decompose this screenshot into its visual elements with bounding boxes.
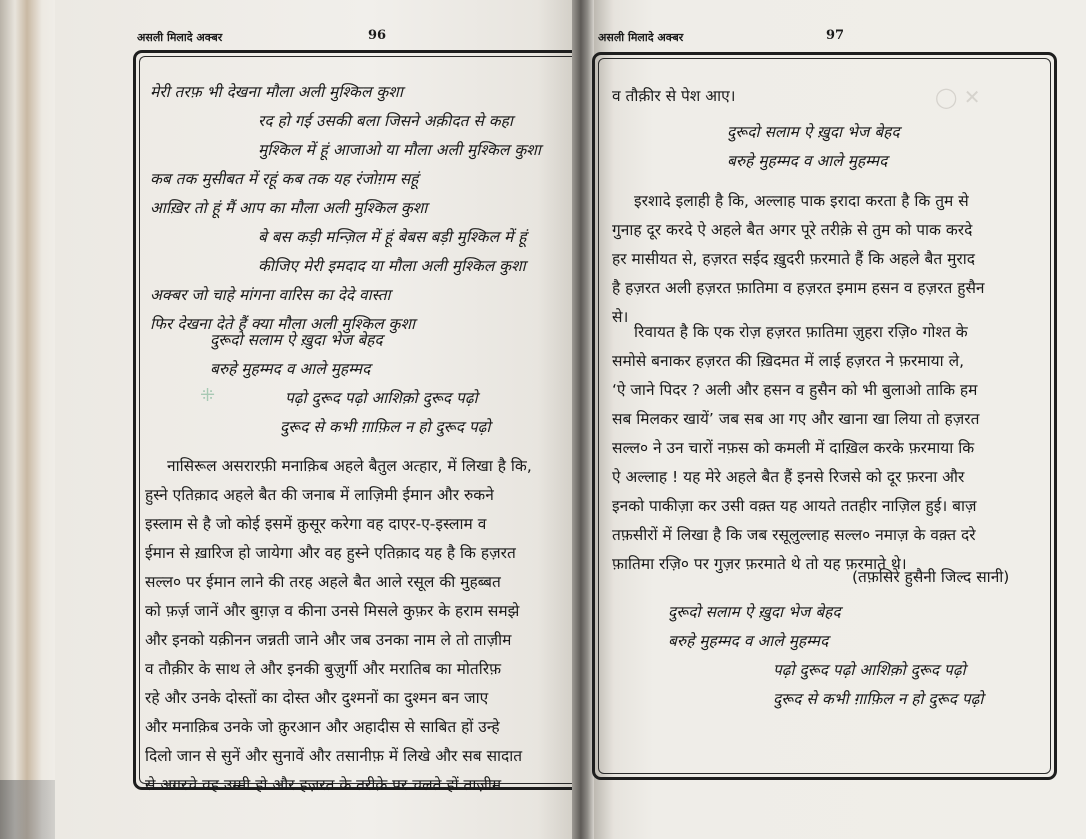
book-page-edges bbox=[0, 0, 60, 839]
durood-line: दुरूद से कभी ग़ाफ़िल न हो दुरूद पढ़ो bbox=[280, 418, 491, 436]
poem-line: बे बस कड़ी मन्ज़िल में हूं बेबस बड़ी मुश्किल में हूं bbox=[258, 228, 527, 246]
poem-line: आख़िर तो हूं मैं आप का मौला अली मुश्किल कुशा bbox=[150, 199, 428, 217]
right-running-title: असली मिलादे अक्बर bbox=[598, 31, 684, 44]
poem-line: मेरी तरफ़ भी देखना मौला अली मुश्किल कुशा bbox=[150, 83, 403, 101]
bleed-through-mark: ◯ ✕ bbox=[935, 85, 981, 109]
paragraph-line: रिवायत है कि एक रोज़ हज़रत फ़ातिमा ज़ुहरा रज़ि० गोश्त के bbox=[634, 323, 968, 341]
paragraph-line: और इनको यक़ीनन जन्नती जाने और जब उनका नाम ले तो ताज़ीम bbox=[145, 631, 512, 649]
right-durood-top bbox=[727, 118, 900, 176]
durood-line: दुरूदो सलाम ऐ ख़ुदा भेज बेहद bbox=[210, 331, 383, 349]
durood-line: बरुहे मुहम्मद व आले मुहम्मद bbox=[668, 632, 829, 650]
paragraph-line: इस्लाम से है जो कोई इसमें क़ुसूर करेगा वह दाएर-ए-इस्लाम व bbox=[145, 515, 487, 533]
durood-line: बरुहे मुहम्मद व आले मुहम्मद bbox=[210, 360, 371, 378]
paragraph-line: तफ़सीरों में लिखा है कि जब रसूलुल्लाह सल्ल० नमाज़ के वक़्त दरे bbox=[612, 526, 976, 544]
paragraph-line: सल्ल० ने उन चारों नफ़स को कमली में दाख़िल करके फ़रमाया कि bbox=[612, 439, 975, 457]
poem-line: कीजिए मेरी इमदाद या मौला अली मुश्किल कुशा bbox=[258, 257, 526, 275]
ink-stamp-mark: ⁜ bbox=[200, 385, 216, 406]
poem-line: कब तक मुसीबत में रहूं कब तक यह रंजोग़म सहूं bbox=[150, 170, 419, 188]
paragraph-line: व तौक़ीर से पेश आए। bbox=[612, 87, 736, 105]
paragraph-line: से। bbox=[612, 308, 629, 326]
paragraph-line: हुस्ने एतिक़ाद अहले बैत की जनाब में लाज़िमी ईमान और रुकने bbox=[145, 486, 494, 504]
left-paragraph bbox=[145, 452, 582, 800]
paragraph-line: ईमान से ख़ारिज हो जायेगा और वह हुस्ने एतिक़ाद यह है कि हज़रत bbox=[145, 544, 516, 562]
paragraph-line: और मनाक़िब उनके जो क़ुरआन और अहादीस से साबित हों उन्हे bbox=[145, 718, 500, 736]
paragraph-line: इरशादे इलाही है कि, अल्लाह पाक इरादा करता है कि तुम से bbox=[634, 192, 969, 210]
paragraph-line: गुनाह दूर करदे ऐ अहले बैत अगर पूरे तरीक़े से तुम को पाक करदे bbox=[612, 221, 973, 239]
durood-line: दुरूदो सलाम ऐ ख़ुदा भेज बेहद bbox=[727, 123, 900, 141]
paragraph-line: से अगरचे वह उम्मी हो और हज़रत के तरीक़े पर चलते हों ताज़ीम bbox=[145, 776, 502, 794]
paragraph-line: है हज़रत अली हज़रत फ़ातिमा व हज़रत इमाम हसन व हज़रत हुसैन bbox=[612, 279, 985, 297]
paragraph-line: सल्ल० पर ईमान लाने की तरह अहले बैत आले रसूल की मुहब्बत bbox=[145, 573, 501, 591]
right-page-number: 97 bbox=[826, 28, 845, 43]
poem-line: फिर देखना देते हैं क्या मौला अली मुश्किल कुशा bbox=[150, 315, 416, 333]
poem-line: रद हो गई उसकी बला जिसने अक़ीदत से कहा bbox=[258, 112, 513, 130]
poem-line: अक्बर जो चाहे मांगना वारिस का देदे वास्ता bbox=[150, 286, 391, 304]
durood-line: बरुहे मुहम्मद व आले मुहम्मद bbox=[727, 152, 888, 170]
durood-line: पढ़ो दुरूद पढ़ो आशिक़ो दुरूद पढ़ो bbox=[773, 661, 966, 679]
paragraph-line: इनको पाकीज़ा कर उसी वक़्त यह आयते ततहीर नाज़िल हुई। बाज़ bbox=[612, 497, 977, 515]
left-running-title: असली मिलादे अक्बर bbox=[137, 31, 223, 44]
paragraph-line: सब मिलकर खायें’ जब सब आ गए और खाना खा लिया तो हज़रत bbox=[612, 410, 980, 428]
citation: (तफ़सिरे हुसैनी जिल्द सानी) bbox=[852, 568, 1010, 586]
right-paragraph-2 bbox=[612, 318, 1047, 579]
paragraph-line: नासिरूल असरारफ़ी मनाक़िब अहले बैतुल अत्हार, में लिखा है कि, bbox=[167, 457, 532, 475]
paragraph-line: ‘ऐ जाने पिदर ? अली और हसन व हुसैन को भी बुलाओ ताकि हम bbox=[612, 381, 978, 399]
paragraph-line: को फ़र्ज़ जानें और बुग़ज़ व कीना उनसे मिसले कुफ़र के हराम समझे bbox=[145, 602, 520, 620]
left-page-number: 96 bbox=[368, 28, 387, 43]
paragraph-line: समोसे बनाकर हज़रत की ख़िदमत में लाई हज़रत ने फ़रमाया ले, bbox=[612, 352, 964, 370]
paragraph-line: ऐ अल्लाह ! यह मेरे अहले बैत हैं इनसे रिजसे को दूर फ़रना और bbox=[612, 468, 965, 486]
paragraph-line: फ़ातिमा रज़ि० पर गुज़र फ़रमाते थे तो यह फ़रमाते थे। bbox=[612, 555, 907, 573]
paragraph-line: हर मासीयत से, हज़रत सईद ख़ुदरी फ़रमाते हैं कि अहले बैत मुराद bbox=[612, 250, 975, 268]
left-durood bbox=[210, 326, 490, 442]
right-durood-bottom bbox=[668, 598, 983, 714]
right-paragraph-1 bbox=[612, 187, 1047, 332]
paragraph-line: व तौक़ीर के साथ ले और इनकी बुज़ुर्गी और मरातिब का मोतरिफ़ bbox=[145, 660, 502, 678]
durood-line: दुरूदो सलाम ऐ ख़ुदा भेज बेहद bbox=[668, 603, 841, 621]
durood-line: दुरूद से कभी ग़ाफ़िल न हो दुरूद पढ़ो bbox=[773, 690, 984, 708]
paragraph-line: रहे और उनके दोस्तों का दोस्त और दुश्मनों का दुश्मन बन जाए bbox=[145, 689, 489, 707]
poem-line: मुश्किल में हूं आजाओ या मौला अली मुश्किल कुशा bbox=[258, 141, 541, 159]
right-opening-line bbox=[612, 82, 736, 111]
left-poem bbox=[150, 78, 541, 339]
paragraph-line: दिलो जान से सुनें और सुनावें और तसानीफ़ में लिखे और सब सादात bbox=[145, 747, 523, 765]
durood-line: पढ़ो दुरूद पढ़ो आशिक़ो दुरूद पढ़ो bbox=[285, 389, 478, 407]
